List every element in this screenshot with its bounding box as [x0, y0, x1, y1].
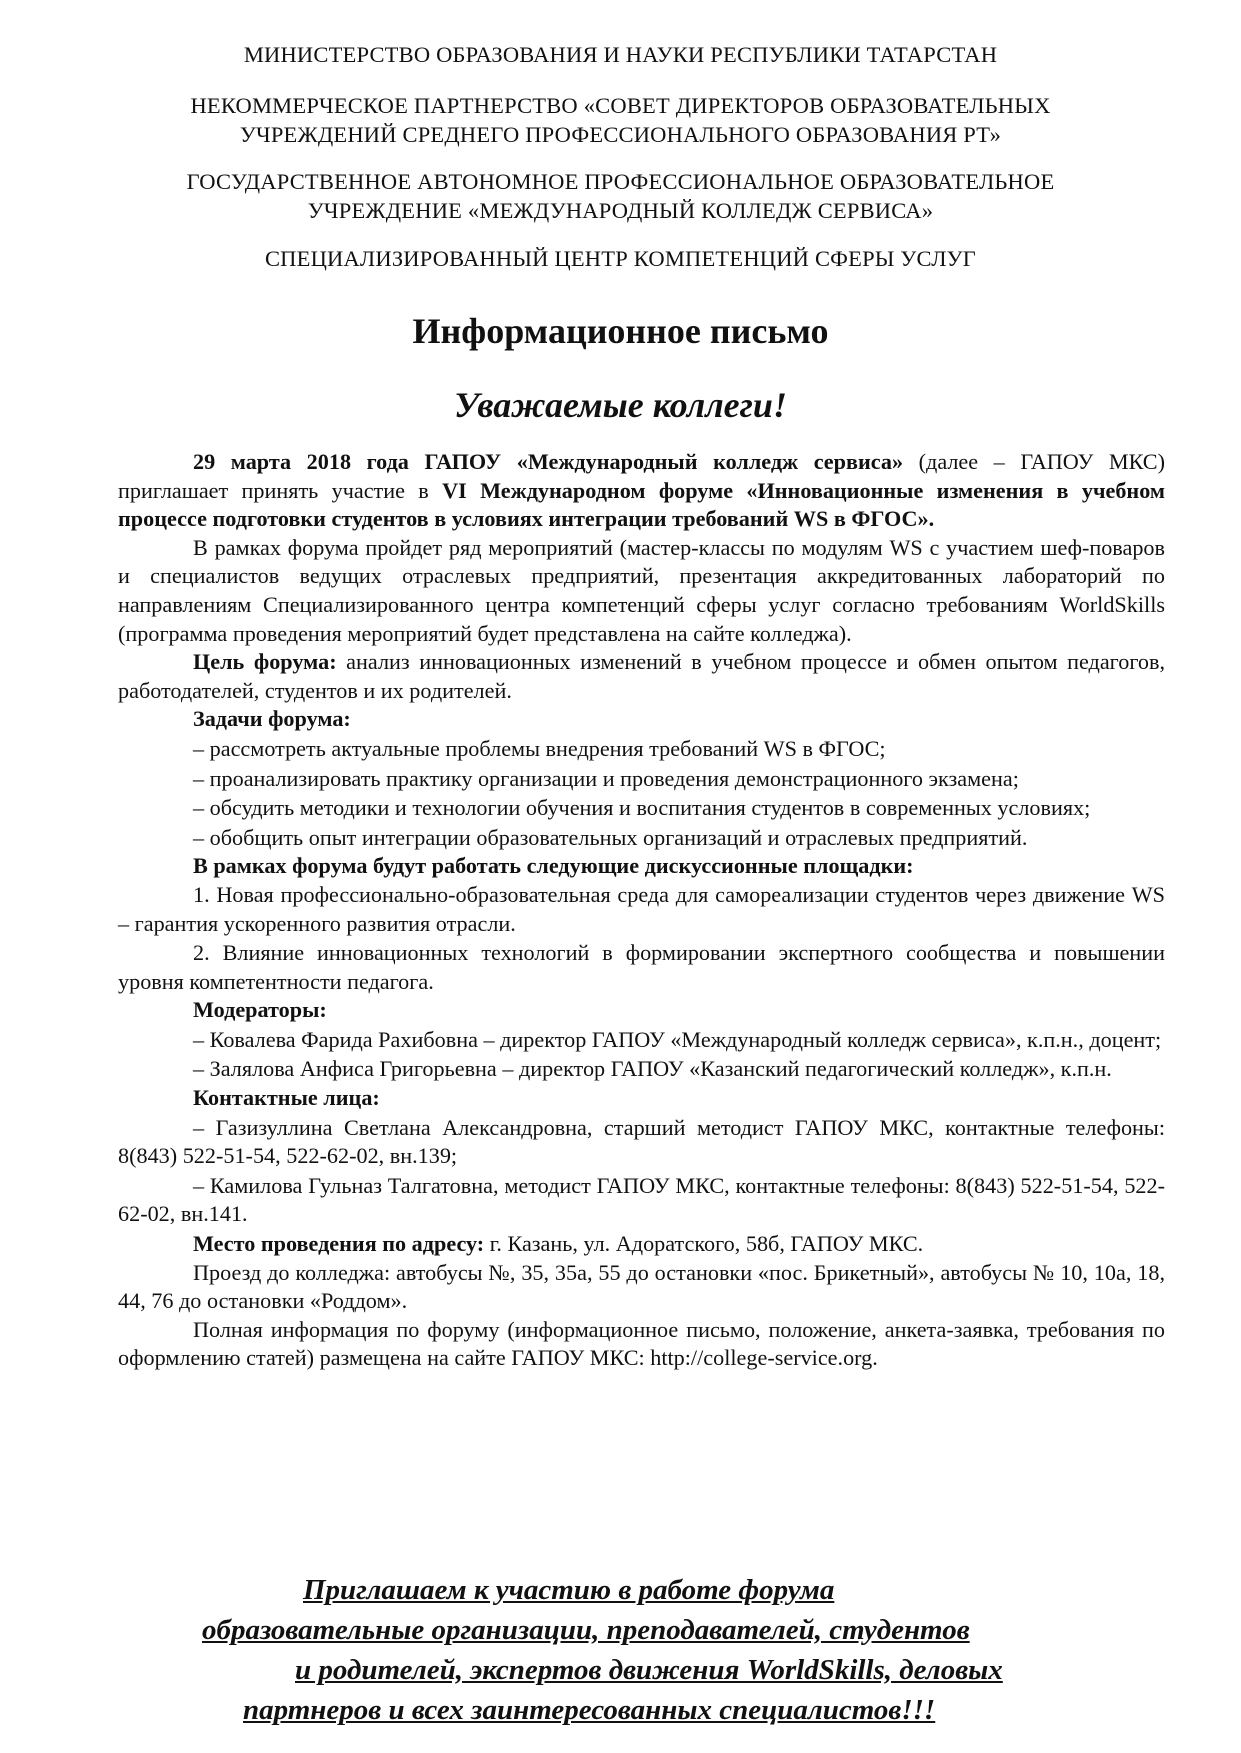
task-item: – рассмотреть актуальные проблемы внедрения требований WS в ФГОС;: [193, 735, 886, 761]
intro-text: (далее – ГАПОУ МКС) приглашает принять участие в: [118, 449, 1165, 503]
moderators-label: Модераторы:: [193, 997, 327, 1023]
task-item: – проанализировать практику организации и проведения демонстрационного экзамена;: [193, 765, 1019, 791]
platform-item: 1. Новая профессионально-образовательная среда для самореализации студентов через движение WS – гарантия ускоренного развития отрасли.: [118, 881, 1165, 936]
greeting: Уважаемые коллеги!: [454, 385, 787, 425]
moderator-item: – Ковалева Фарида Рахибовна – директор ГАПОУ «Международный колледж сервиса», к.п.н., доцент;: [193, 1026, 1162, 1052]
events-paragraph: В рамках форума пройдет ряд мероприятий (мастер-классы по модулям WS с участием шеф-поваров и специалистов ведущих отраслевых предприятий, презентация аккредитованных лабораторий по направлениям Специализированного центра компетенций сферы услуг согласно требованиям WorldSkills (программа проведения мероприятий будет представлена на сайте колледжа).: [118, 534, 1165, 646]
intro-date-lead: 29 марта 2018 года ГАПОУ «Международный колледж сервиса»: [193, 449, 904, 474]
contact-item: – Газизуллина Светлана Александровна, старший методист ГАПОУ МКС, контактные телефоны: 8(843) 522-51-54, 522-62-02, вн.139;: [118, 1114, 1165, 1169]
document-title: Информационное письмо: [412, 311, 829, 351]
intro-paragraph: [118, 448, 1165, 534]
venue-label: Место проведения по адресу:: [193, 1231, 485, 1257]
goal-paragraph: [118, 648, 1165, 705]
closing-invitation: [100, 1570, 1141, 1730]
closing-line1: Приглашаем к участию в работе форума: [303, 1574, 835, 1606]
task-item: – обсудить методики и технологии обучения и воспитания студентов в современных условиях;: [193, 795, 1091, 821]
contact-item: – Камилова Гульназ Талгатовна, методист ГАПОУ МКС, контактные телефоны: 8(843) 522-51-54, 522-62-02, вн.141.: [118, 1172, 1165, 1227]
intro-forum-name: VI Международном форуме «Инновационные изменения в учебном процессе подготовки студентов в условиях интеграции требований WS в ФГОС».: [118, 477, 1165, 532]
moderator-item: – Залялова Анфиса Григорьевна – директор ГАПОУ «Казанский педагогический колледж», к.п.н.: [193, 1056, 1112, 1082]
venue-paragraph: [118, 1230, 1165, 1259]
letter-body: [118, 448, 1165, 1373]
platforms-label: В рамках форума будут работать следующие дискуссионные площадки:: [193, 853, 914, 879]
full-info-paragraph: Полная информация по форуму (информационное письмо, положение, анкета-заявка, требования по оформлению статей) размещена на сайте ГАПОУ МКС: http://college-service.org.: [118, 1316, 1165, 1371]
institution-heading-line1: ГОСУДАРСТВЕННОЕ АВТОНОМНОЕ ПРОФЕССИОНАЛЬНОЕ ОБРАЗОВАТЕЛЬНОЕ: [186, 169, 1055, 194]
goal-text: анализ инновационных изменений в учебном процессе и обмен опытом педагогов, работодателей, студентов и их родителей.: [118, 649, 1165, 703]
goal-label: Цель форума:: [193, 649, 337, 675]
task-item: – обобщить опыт интеграции образовательных организаций и отраслевых предприятий.: [193, 824, 1028, 850]
closing-line2: образовательные организации, преподавателей, студентов: [202, 1614, 970, 1646]
tasks-label: Задачи форума:: [193, 706, 351, 732]
partnership-heading: [100, 91, 1141, 149]
partnership-heading-line2: УЧРЕЖДЕНИЙ СРЕДНЕГО ПРОФЕССИОНАЛЬНОГО ОБРАЗОВАНИЯ РТ»: [239, 122, 1002, 147]
partnership-heading-line1: НЕКОММЕРЧЕСКОЕ ПАРТНЕРСТВО «СОВЕТ ДИРЕКТОРОВ ОБРАЗОВАТЕЛЬНЫХ: [190, 93, 1051, 118]
closing-line3: и родителей, экспертов движения WorldSkills, деловых: [295, 1654, 1003, 1686]
closing-line4: партнеров и всех заинтересованных специалистов!!!: [243, 1694, 936, 1726]
venue-text: г. Казань, ул. Адоратского, 58б, ГАПОУ МКС.: [484, 1231, 924, 1257]
ministry-heading: МИНИСТЕРСТВО ОБРАЗОВАНИЯ И НАУКИ РЕСПУБЛИКИ ТАТАРСТАН: [243, 42, 998, 67]
contacts-label: Контактные лица:: [193, 1085, 380, 1111]
platform-item: 2. Влияние инновационных технологий в формировании экспертного сообщества и повышении уровня компетентности педагога.: [118, 940, 1165, 994]
institution-heading-line2: УЧРЕЖДЕНИЕ «МЕЖДУНАРОДНЫЙ КОЛЛЕДЖ СЕРВИСА»: [307, 198, 934, 223]
center-heading: СПЕЦИАЛИЗИРОВАННЫЙ ЦЕНТР КОМПЕТЕНЦИЙ СФЕРЫ УСЛУГ: [264, 246, 977, 271]
directions-paragraph: Проезд до колледжа: автобусы №, 35, 35а, 55 до остановки «пос. Брикетный», автобусы № 10, 10а, 18, 44, 76 до остановки «Роддом».: [118, 1259, 1165, 1314]
institution-heading: [100, 167, 1141, 225]
